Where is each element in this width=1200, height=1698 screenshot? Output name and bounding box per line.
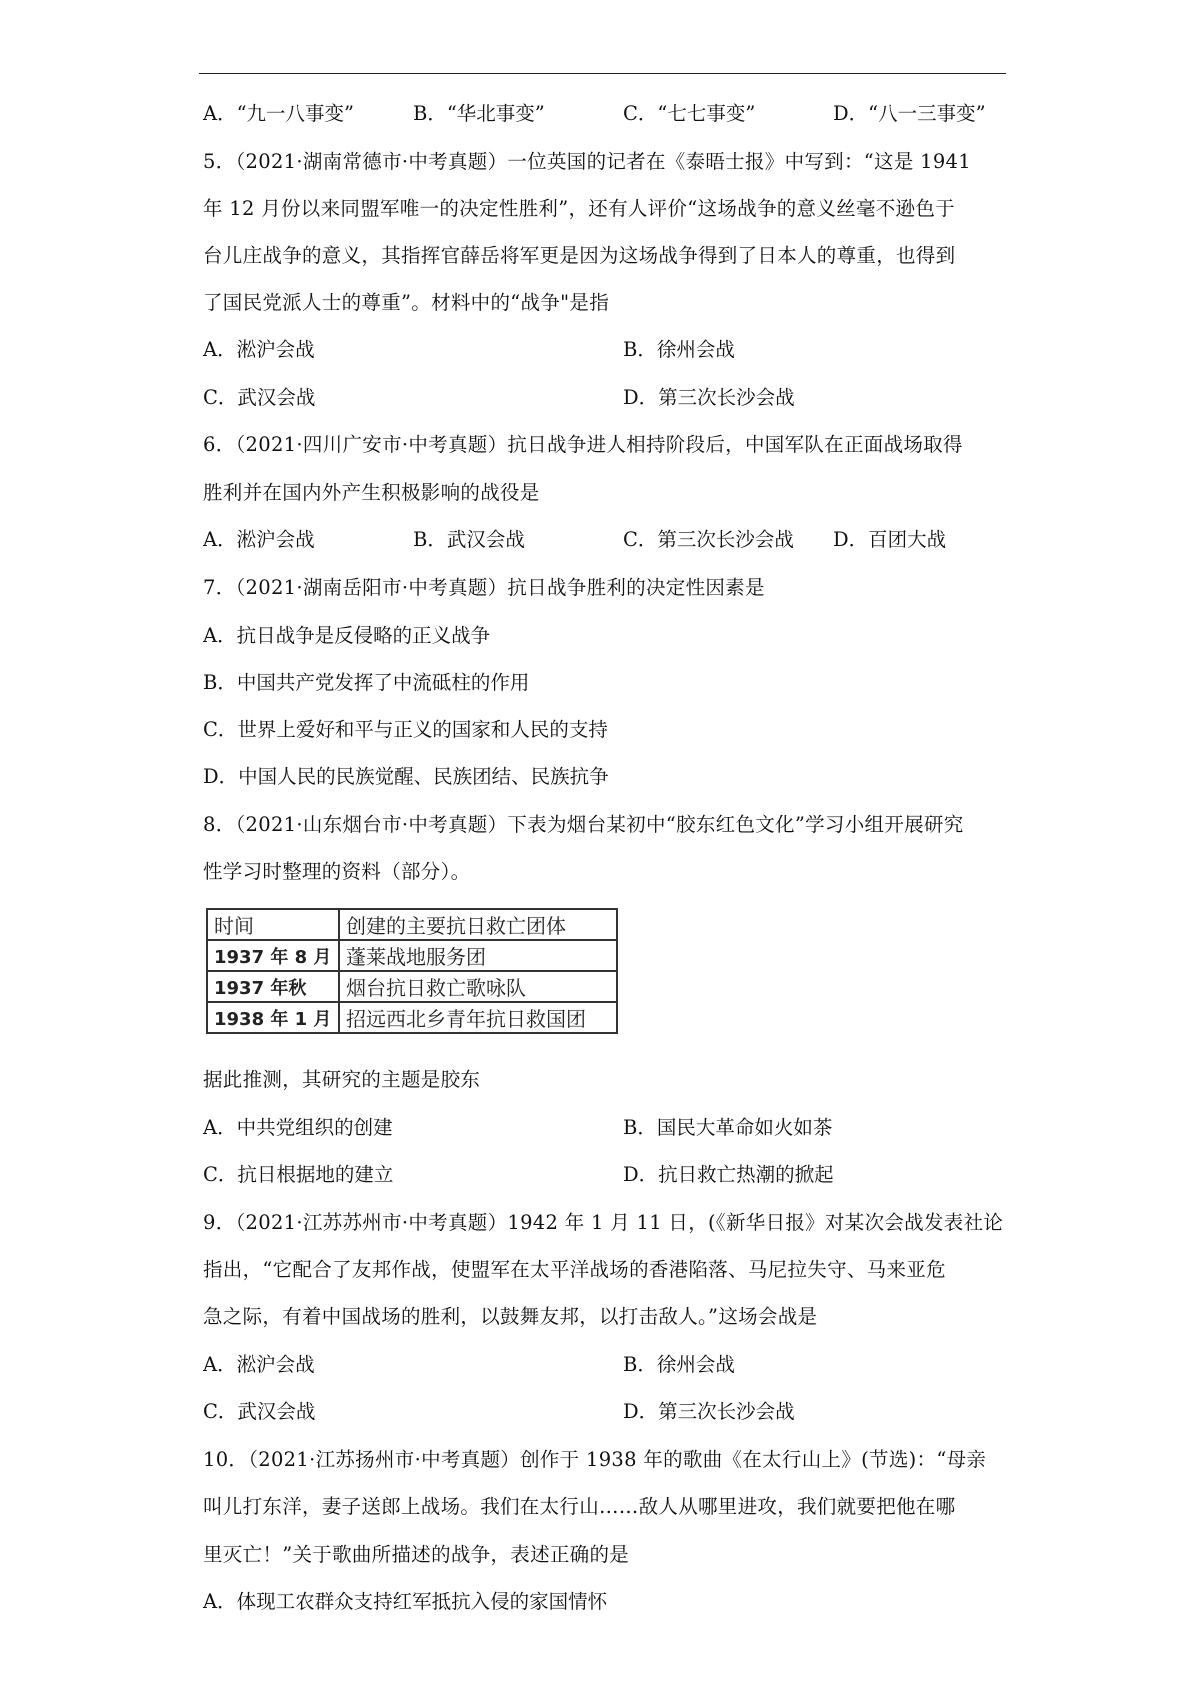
q6-option-c: C．第三次长沙会战: [623, 528, 794, 551]
table-row: [207, 1002, 617, 1033]
q8-option-a: A．中共党组织的创建: [203, 1116, 393, 1139]
q10-stem-line: 10．（2021·江苏扬州市·中考真题）创作于 1938 年的歌曲《在太行山上》(节选)：“母亲: [203, 1448, 987, 1471]
table-cell-time: 1938 年 1 月: [207, 1002, 339, 1033]
q7-option-d: D．中国人民的民族觉醒、民族团结、民族抗争: [203, 765, 609, 788]
q5-option-c: C．武汉会战: [203, 386, 316, 409]
q5-option-b: B．徐州会战: [623, 338, 735, 361]
q9-option-d: D．第三次长沙会战: [623, 1400, 795, 1423]
table-cell-group: 烟台抗日救亡歌咏队: [339, 971, 617, 1002]
table-header-row: [207, 909, 617, 940]
q4-option-a: A．“九一八事变”: [203, 102, 355, 125]
q5-stem-line: 年 12 月份以来同盟军唯一的决定性胜利”，还有人评价“这场战争的意义丝毫不逊色于: [203, 197, 955, 220]
q4-option-b: B．“华北事变”: [413, 102, 545, 125]
table-header-cell: 时间: [207, 909, 339, 940]
q8-follow-text: 据此推测，其研究的主题是胶东: [203, 1068, 481, 1091]
q8-option-c: C．抗日根据地的建立: [203, 1163, 394, 1186]
q7-option-a: A．抗日战争是反侵略的正义战争: [203, 624, 491, 647]
q7-option-c: C．世界上爱好和平与正义的国家和人民的支持: [203, 718, 608, 741]
q9-option-c: C．武汉会战: [203, 1400, 316, 1423]
q7-option-b: B．中国共产党发挥了中流砥柱的作用: [203, 671, 530, 694]
table-header-cell: 创建的主要抗日救亡团体: [339, 909, 617, 940]
table-cell-group: 蓬莱战地服务团: [339, 940, 617, 971]
q10-stem-line: 叫儿打东洋，妻子送郎上战场。我们在太行山……敌人从哪里进攻，我们就要把他在哪: [203, 1495, 956, 1518]
q6-option-b: B．武汉会战: [413, 528, 525, 551]
q7-stem-line: 7．（2021·湖南岳阳市·中考真题）抗日战争胜利的决定性因素是: [203, 576, 765, 599]
q9-stem-line: 指出，“它配合了友邦作战，使盟军在太平洋战场的香港陷落、马尼拉失守、马来亚危: [203, 1258, 946, 1281]
q8-stem-line: 性学习时整理的资料（部分）。: [203, 860, 471, 883]
q4-option-d: D．“八一三事变”: [833, 102, 986, 125]
table-row: [207, 971, 617, 1002]
q8-stem-line: 8．（2021·山东烟台市·中考真题）下表为烟台某初中“胶东红色文化”学习小组开展研究: [203, 813, 964, 836]
table-cell-time: 1937 年 8 月: [207, 940, 339, 971]
q5-option-a: A．淞沪会战: [203, 338, 315, 361]
table-cell-time: 1937 年秋: [207, 971, 339, 1002]
q9-option-b: B．徐州会战: [623, 1353, 735, 1376]
q8-option-b: B．国民大革命如火如茶: [623, 1116, 833, 1139]
q6-option-a: A．淞沪会战: [203, 528, 315, 551]
q9-stem-line: 9．（2021·江苏苏州市·中考真题）1942 年 1 月 11 日，(《新华日报》对某次会战发表社论: [203, 1211, 1004, 1234]
q5-option-d: D．第三次长沙会战: [623, 386, 795, 409]
table-row: [207, 940, 617, 971]
q10-option-a: A．体现工农群众支持红军抵抗入侵的家国情怀: [203, 1590, 608, 1613]
q4-option-c: C．“七七事变”: [623, 102, 756, 125]
q5-stem-line: 5．（2021·湖南常德市·中考真题）一位英国的记者在《泰晤士报》中写到：“这是 1941: [203, 150, 971, 173]
q5-stem-line: 台儿庄战争的意义，其指挥官薛岳将军更是因为这场战争得到了日本人的尊重，也得到: [203, 244, 956, 267]
table-cell-group: 招远西北乡青年抗日救国团: [339, 1002, 617, 1033]
q8-data-table: [206, 908, 618, 1034]
q8-option-d: D．抗日救亡热潮的掀起: [623, 1163, 834, 1186]
q6-stem-line: 6．（2021·四川广安市·中考真题）抗日战争进人相持阶段后，中国军队在正面战场取得: [203, 433, 963, 456]
q5-stem-line: 了国民党派人士的尊重”。材料中的“战争"是指: [203, 291, 610, 314]
header-rule: [199, 73, 1006, 74]
q6-option-d: D．百团大战: [833, 528, 947, 551]
q9-option-a: A．淞沪会战: [203, 1353, 315, 1376]
q9-stem-line: 急之际，有着中国战场的胜利，以鼓舞友邦，以打击敌人。”这场会战是: [203, 1305, 818, 1328]
q10-stem-line: 里灭亡！”关于歌曲所描述的战争，表述正确的是: [203, 1543, 630, 1566]
q6-stem-line: 胜利并在国内外产生积极影响的战役是: [203, 481, 540, 504]
